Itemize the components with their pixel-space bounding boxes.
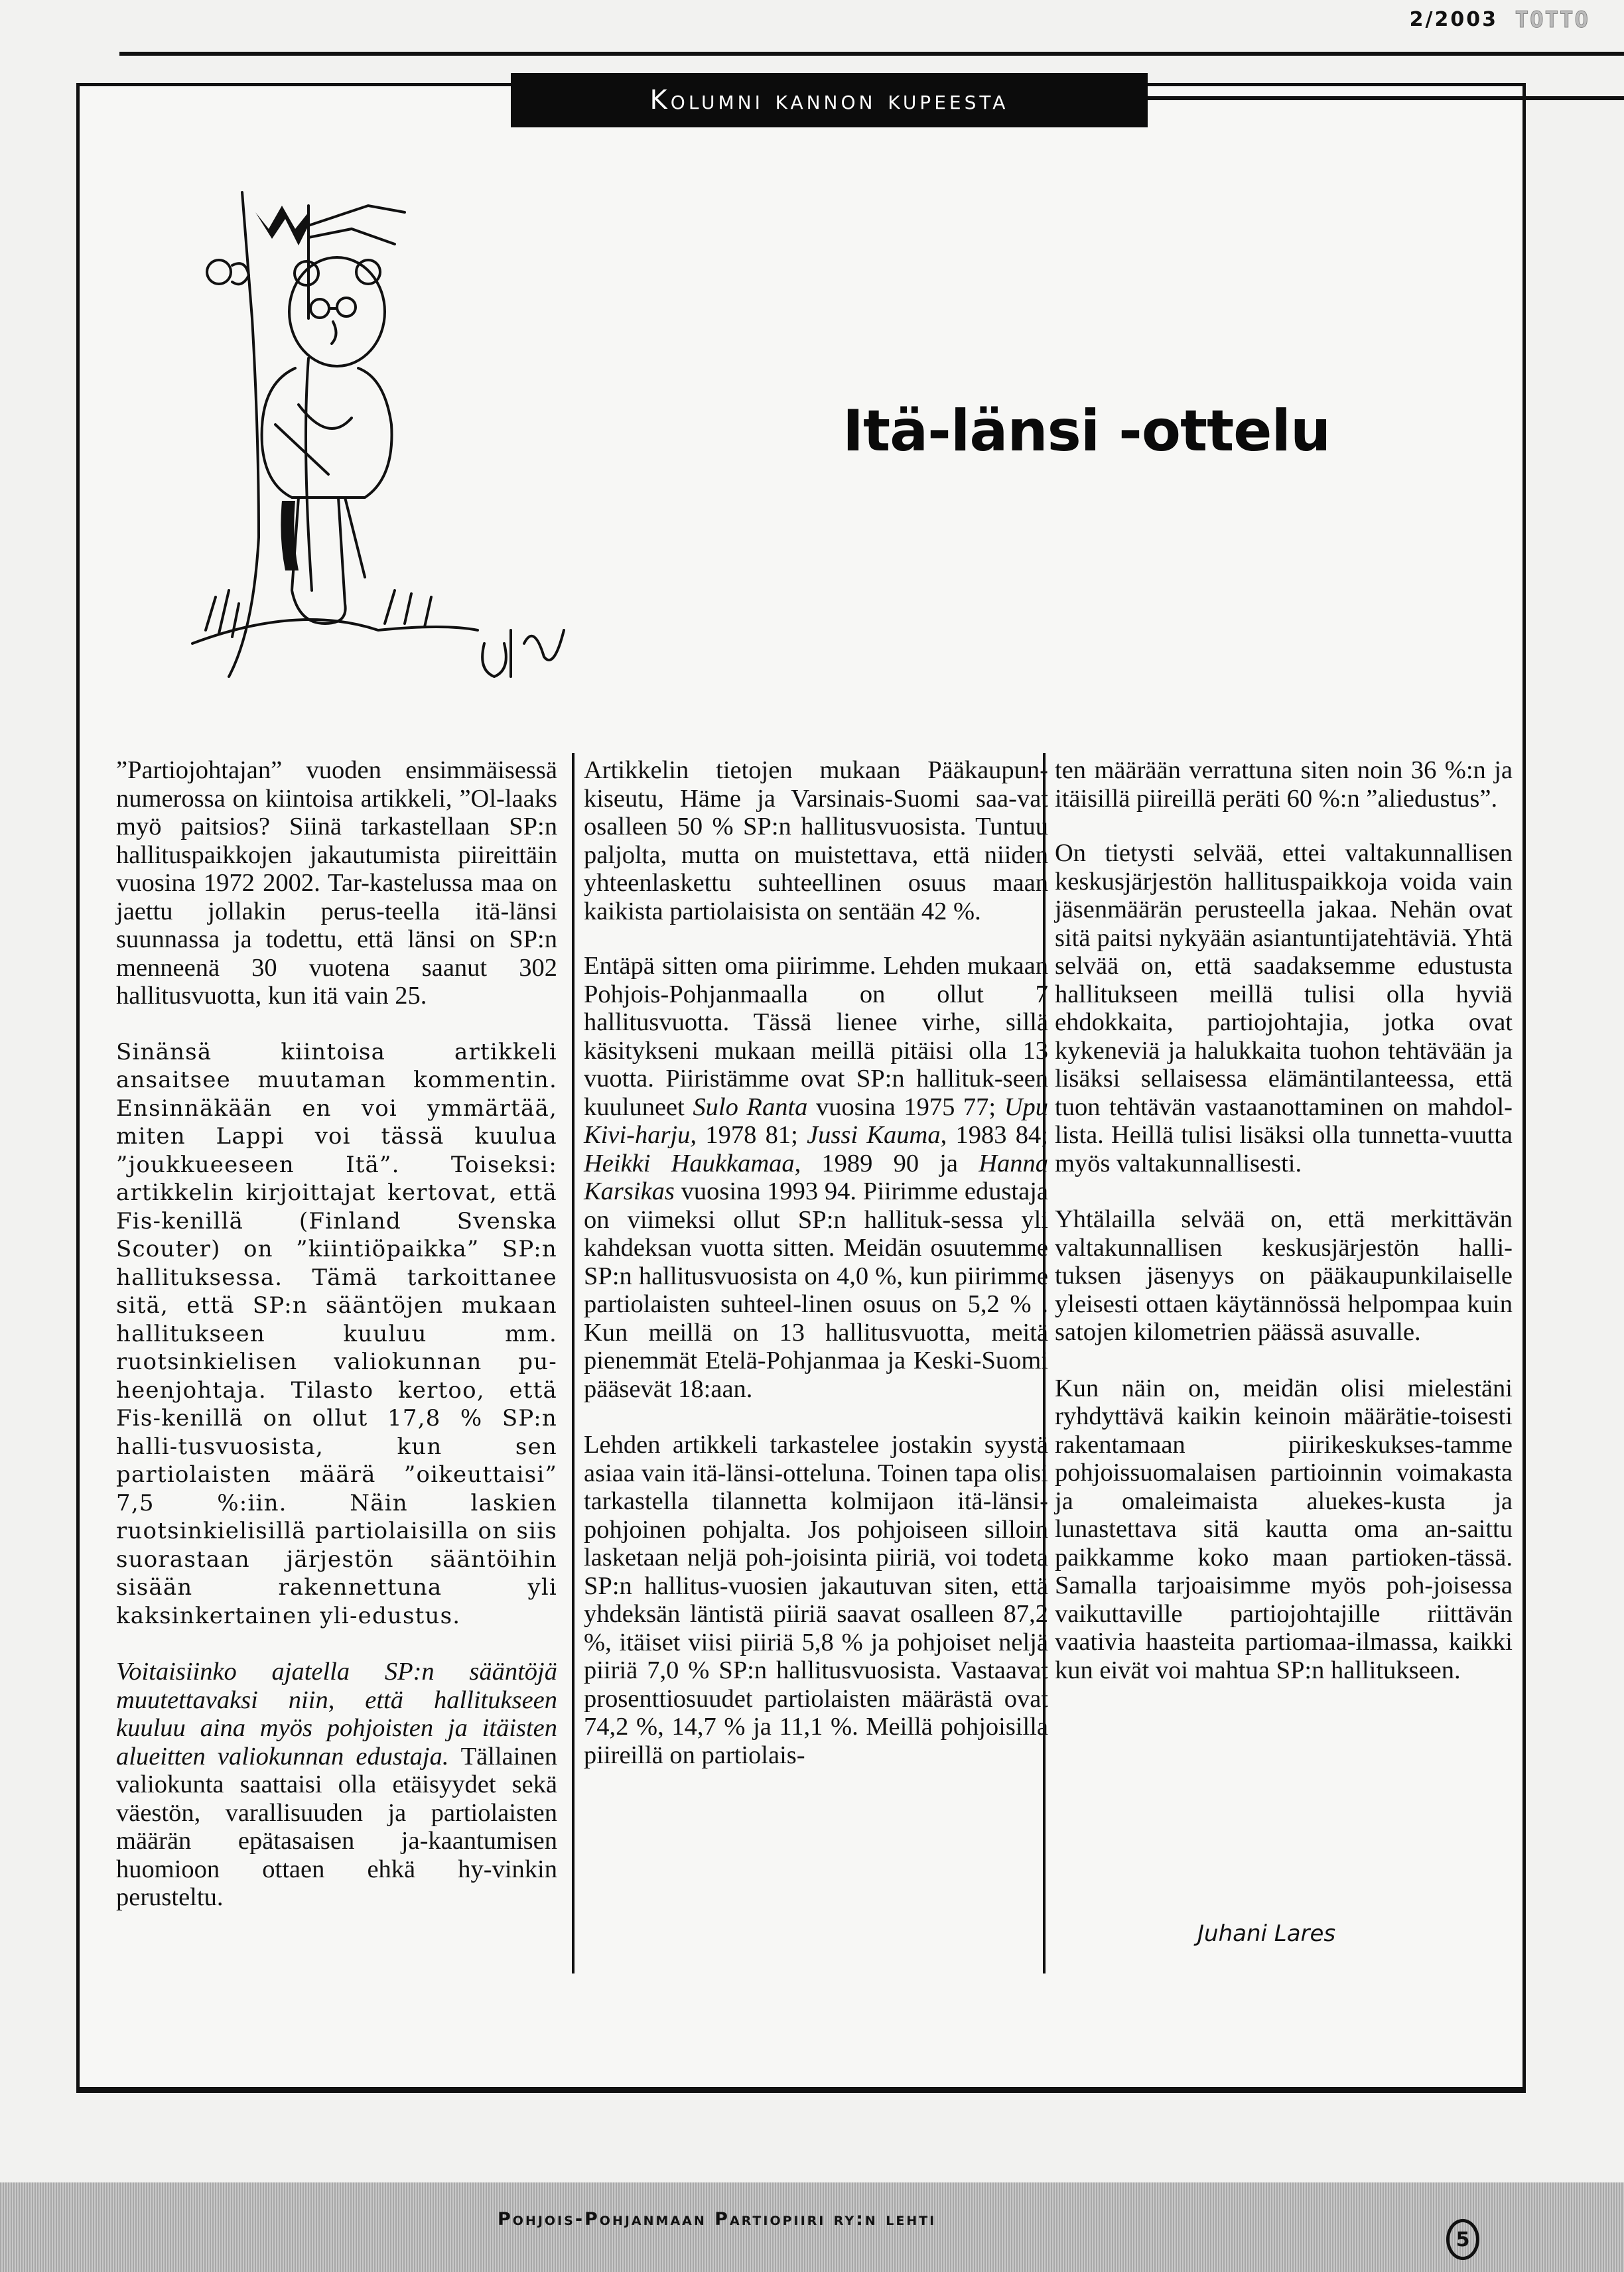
- header-rule: [119, 52, 1624, 56]
- page-header: [0, 0, 1624, 53]
- italic-text: Jussi Kauma: [807, 1121, 941, 1149]
- banner-rule: [1148, 96, 1624, 100]
- body-text: Tällainen valiokunta saattaisi olla etäisyydet sekä väestön, varallisuuden ja partiolaisten määrän epätasaisen ja-kaantumisen huomioon ottaen ehkä hy-vinkin perusteltu.: [116, 1742, 557, 1911]
- column-divider: [572, 753, 575, 1973]
- italic-text: Heikki Haukkamaa: [584, 1149, 795, 1177]
- article-column-2: [584, 756, 1048, 1797]
- body-text: ten määrään verrattuna siten noin 36 %:n ja itäisillä piireillä peräti 60 %:n ”aliedustus”.: [1055, 756, 1513, 813]
- article-paragraph: [1055, 839, 1513, 1177]
- article-paragraph: [584, 1431, 1048, 1769]
- article-paragraph: [1055, 1205, 1513, 1347]
- article-title: Itä-länsi -ottelu: [843, 398, 1331, 464]
- body-text: Sinänsä kiintoisa artikkeli ansaitsee muutaman kommentin. Ensinnäkään en voi ymmärtää, miten Lappi voi tässä kuulua ”joukkueeseen Itä”. Toiseksi: artikkelin kirjoittajat kertovat, että Fis-kenillä (Finland Svenska Scouter) on ”kiintiöpaikka” SP:n hallituksessa. Tämä tarkoittanee sitä, että SP:n sääntöjen mukaan hallitukseen kuuluu mm. ruotsinkielisen valiokunnan pu-heenjohtaja. Tilasto kertoo, että Fis-kenillä on ollut 17,8 % SP:n halli-tusvuosista, kun sen partiolaisten määrä ”oikeuttaisi” 7,5 %:iin. Näin laskien ruotsinkielisillä partiolaisilla on siis suorastaan järjestön sääntöihin sisään rakennettuna yli kaksinkertainen yli-edustus.: [116, 1038, 557, 1629]
- article-paragraph: [1055, 1374, 1513, 1685]
- italic-text: Upu Kivi-harju,: [584, 1093, 1048, 1149]
- body-text: , 1989 90 ja: [794, 1149, 979, 1177]
- article-paragraph: [1055, 756, 1513, 813]
- article-paragraph: [584, 952, 1048, 1403]
- body-text: ”Partiojohtajan” vuoden ensimmäisessä numerossa on kiintoisa artikkeli, ”Ol-laaks myö paitsios? Siinä tarkastellaan SP:n hallituspaikkojen jakautumista piireittäin vuosina 1972 2002. Tar-kastelussa maa on jaettu jollakin perus-teella itä-länsi suunnassa ja todettu, että länsi on SP:n menneenä 30 vuotena saanut 302 hallitusvuotta, kun itä vain 25.: [116, 756, 557, 1010]
- body-text: vuosina 1975 77;: [807, 1093, 1004, 1121]
- article-paragraph: [116, 756, 557, 1010]
- body-text: On tietysti selvää, ettei valtakunnallisen keskusjärjestön hallituspaikkoja voida vain jäsenmäärän perusteella jakaa. Nehän ovat sitä paitsi nykyään asiantuntijatehtäviä. Yhtä selvää on, että saadaksemme edustusta hallitukseen meillä tulisi olla hyviä ehdokkaita, partiojohtajia, jotka ovat kykeneviä ja halukkaita tuohon tehtävään ja lisäksi sellaisessa elämäntilanteessa, että tuon tehtävän vastaanottaminen on mahdol-lista. Heillä tulisi lisäksi olla tunnetta-vuutta myös valtakunnallisesti.: [1055, 839, 1513, 1177]
- body-text: Artikkelin tietojen mukaan Pääkaupun-kiseutu, Häme ja Varsinais-Suomi saa-vat osalleen 50 % SP:n hallitusvuosista. Tuntuu paljolta, mutta on muistettava, että niiden yhteenlaskettu suhteellinen osuus maan kaikista partiolaisista on sentään 42 %.: [584, 756, 1048, 925]
- body-text: Kun näin on, meidän olisi mielestäni ryhdyttävä kaikin keinoin määrätie-toisesti rakentamaan piirikeskukses-tamme pohjoissuomalaisen partioinnin voimakasta ja omaleimaista aluekes-kusta ja lunastettava sitä kautta oma an-saittu paikkamme koko maan partioken-tässä. Samalla tarjoaisimme myös poh-joisessa vaikuttaville partiojohtajille riittävän vaativia haasteita partiomaa-ilmassa, kaikki kun eivät voi mahtua SP:n hallitukseen.: [1055, 1374, 1513, 1684]
- author-signature: Juhani Lares: [1197, 1920, 1336, 1947]
- body-text: vuosina 1993 94. Piirimme edustaja on viimeksi ollut SP:n hallituk-sessa yli kahdeksan vuotta sitten. Meidän osuutemme SP:n hallitusvuosista on 4,0 %, kun piirimme partiolaisten suhteel-linen osuus on 5,2 % . Kun meillä on 13 hallitusvuotta, meitä pienemmät Etelä-Pohjanmaa ja Keski-Suomi pääsevät 18:aan.: [584, 1177, 1048, 1403]
- body-text: 1978 81;: [697, 1121, 807, 1149]
- article-paragraph: [116, 1658, 557, 1912]
- body-text: , 1983 84;: [940, 1121, 1048, 1149]
- footer-publisher: Pohjois-Pohjanmaan Partiopiiri ry:n lehti: [498, 2209, 937, 2230]
- italic-text: Sulo Ranta: [693, 1093, 808, 1121]
- italic-text: Hanna Karsikas: [584, 1149, 1048, 1205]
- body-text: Lehden artikkeli tarkastelee jostakin syystä asiaa vain itä-länsi-otteluna. Toinen tapa olisi tarkastella tilannetta kolmijaon itä-länsi-pohjoinen pohjalta. Jos pohjoiseen silloin lasketaan neljä poh-joisinta piiriä, voi todeta SP:n hallitus-vuosien jakautuvan siten, että yhdeksän läntistä piiriä saavat osalleen 87,2 %, itäiset viisi piiriä 5,8 % ja pohjoiset neljä piiriä 7,0 % SP:n hallitusvuosista. Vastaavat prosenttiosuudet partiolaisten määrästä ovat 74,2 %, 14,7 % ja 11,1 %. Meillä pohjoisilla piireillä on partiolais-: [584, 1431, 1048, 1769]
- italic-text: Voitaisiinko ajatella SP:n sääntöjä muutettavaksi niin, että hallitukseen kuuluu aina myös pohjoisten ja itäisten alueitten valiokunnan edustaja.: [116, 1658, 557, 1771]
- article-paragraph: [584, 756, 1048, 925]
- page-number: 5: [1446, 2219, 1479, 2260]
- magazine-logo: TOTTO: [1515, 7, 1590, 33]
- article-paragraph: [116, 1038, 557, 1631]
- body-text: Entäpä sitten oma piirimme. Lehden mukaan Pohjois-Pohjanmaalla on ollut 7 hallitusvuotta. Tässä lienee virhe, sillä käsitykseni mukaan meillä pitäisi olla 13 vuotta. Piiristämme ovat SP:n hallituk-seen kuuluneet: [584, 952, 1048, 1121]
- section-banner: Kolumni kannon kupeesta: [511, 73, 1148, 127]
- bear-cartoon-illustration: [166, 166, 590, 710]
- issue-number: 2/2003: [1409, 8, 1498, 31]
- article-column-1: [116, 756, 557, 1940]
- body-text: Yhtälailla selvää on, että merkittävän valtakunnallisen keskusjärjestön halli-tuksen jäsenyys on pääkaupunkilaiselle yleisesti ottaen käytännössä helpompaa kuin satojen kilometrien päässä asuvalle.: [1055, 1205, 1513, 1346]
- article-column-3: [1055, 756, 1513, 1712]
